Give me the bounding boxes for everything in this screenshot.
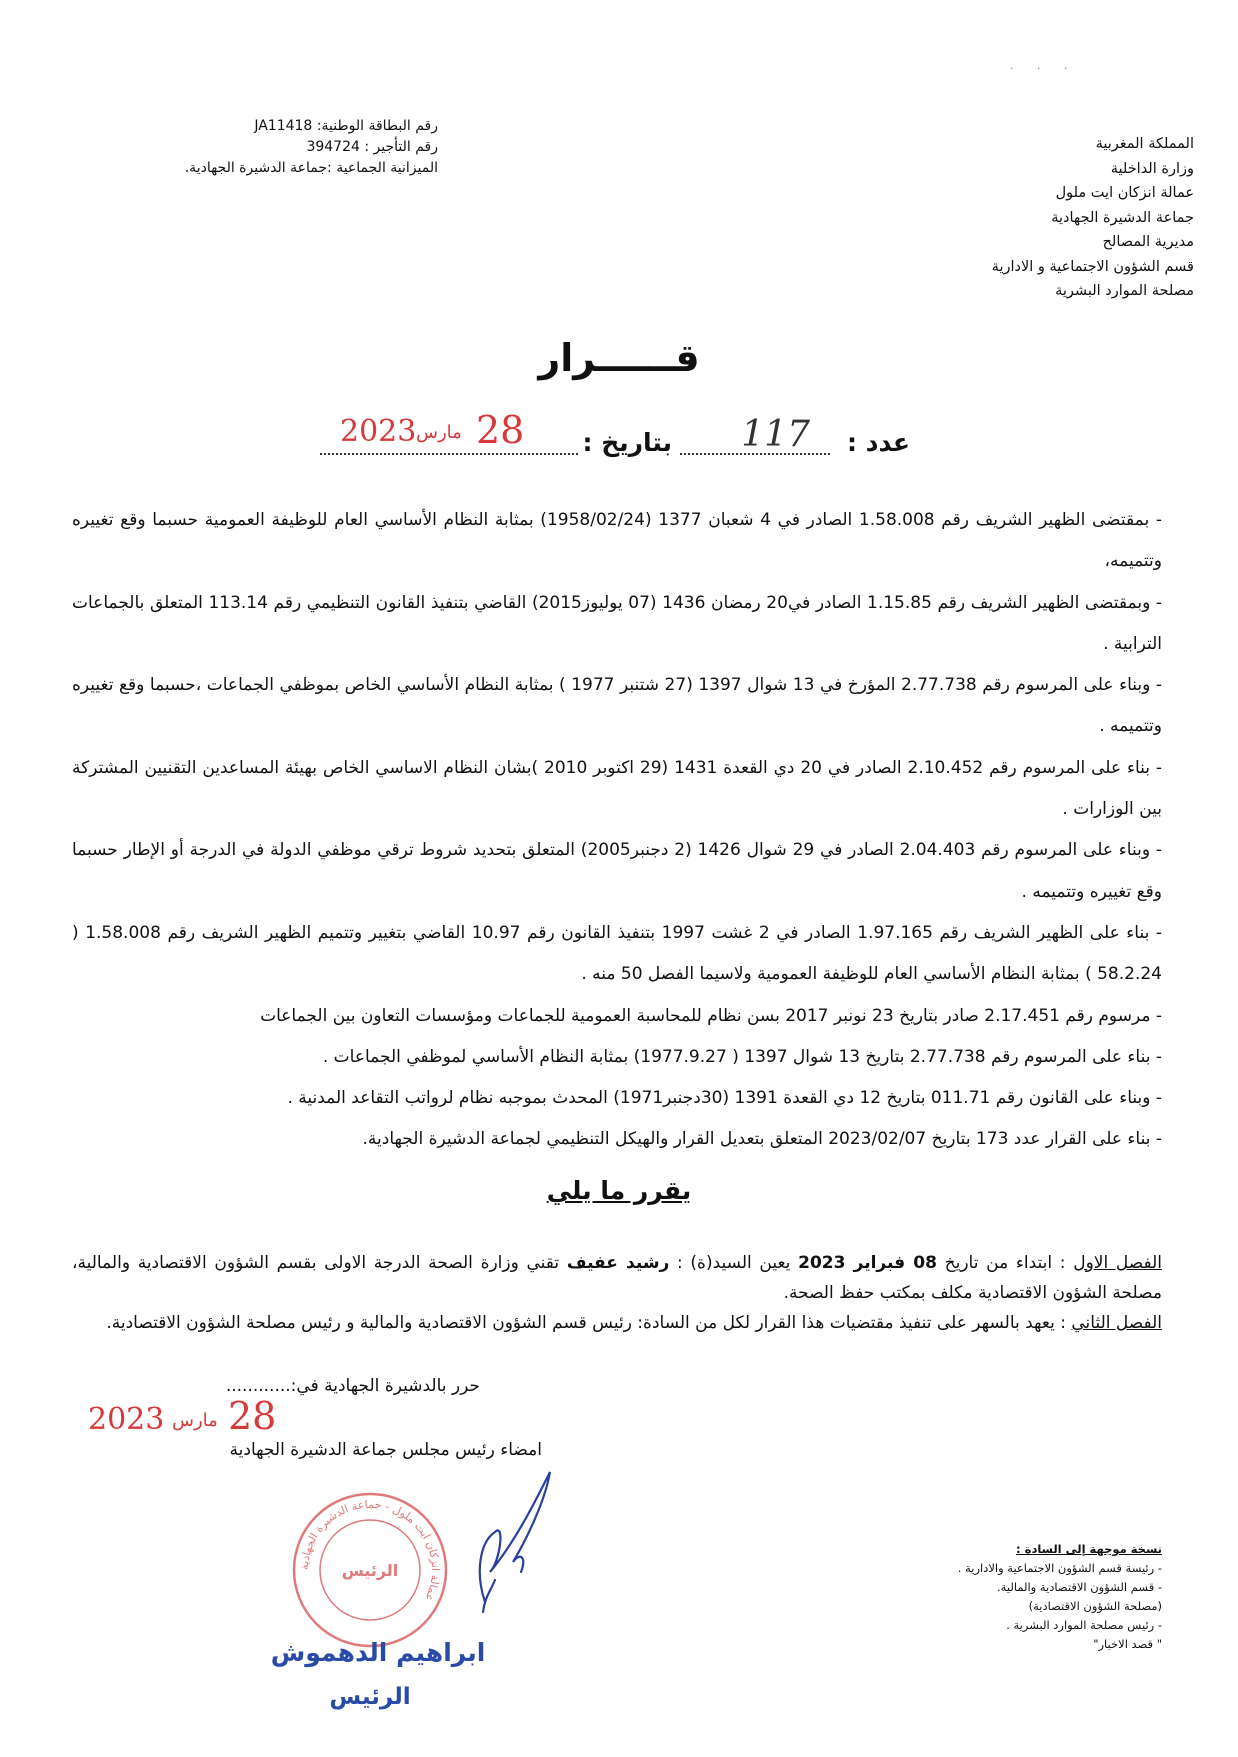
article-1-text-a: : ابتداء من تاريخ	[936, 1253, 1074, 1273]
national-id-line: رقم البطاقة الوطنية: JA11418	[254, 118, 438, 134]
article-1-text-b: يعين السيد(ة) :	[669, 1253, 799, 1273]
article-1-text-c: تقني وزارة الصحة الدرجة الاولى بقسم الشؤون الاقتصادية والمالية، مصلحة الشؤون الاقتصادية مكلف بمكتب حفظ الصحة.	[72, 1253, 1162, 1303]
copy-recipient: - رئيسة قسم الشؤون الاجتماعية والادارية .	[957, 1561, 1162, 1575]
header-line: مصلحة الموارد البشرية	[1055, 283, 1194, 299]
date-day: 28	[476, 408, 525, 452]
articles-block	[72, 1248, 1162, 1338]
issuing-authority-block	[934, 132, 1194, 304]
signing-month: مارس	[172, 1410, 218, 1431]
place-of-issue: حرر بالدشيرة الجهادية في:............	[225, 1376, 480, 1396]
legal-basis-item: - مرسوم رقم 2.17.451 صادر بتاريخ 23 نونبر 2017 بسن نظام للمحاسبة العمومية للجماعات ومؤسسات التعاون بين الجماعات	[260, 1005, 1162, 1026]
header-line: المملكة المغربية	[1095, 136, 1194, 152]
header-line: قسم الشؤون الاجتماعية و الادارية	[991, 258, 1194, 275]
article-2	[72, 1308, 1162, 1338]
copy-purpose: " قصد الاخبار"	[1093, 1637, 1162, 1651]
signer-name: ابراهيم الدهموش	[270, 1638, 486, 1667]
article-1-name: رشيد عفيف	[566, 1253, 670, 1273]
decision-number-row	[320, 408, 910, 470]
legal-basis-item: - بناء على المرسوم رقم 2.10.452 الصادر في 20 دي القعدة 1431 (29 اكتوبر 2010 )بشان النظام الاساسي الخاص بهيئة المساعدين التقنيين المشتركة بين الوزارات .	[72, 757, 1162, 820]
date-label: بتاريخ :	[582, 428, 672, 457]
copy-recipient: (مصلحة الشؤون الاقتصادية)	[1028, 1599, 1162, 1613]
legal-basis-item: - بناء على القرار عدد 173 بتاريخ 2023/02/07 المتعلق بتعديل القرار والهيكل التنظيمي لجماعة الدشيرة الجهادية.	[362, 1129, 1162, 1150]
copy-recipient: - رئيس مصلحة الموارد البشرية .	[1006, 1618, 1162, 1632]
legal-basis-list	[72, 500, 1162, 1161]
employee-info-block	[138, 116, 438, 179]
header-line: عمالة انزكان ايت ملول	[1055, 185, 1194, 201]
signer-title: الرئيس	[329, 1684, 411, 1710]
stamp-ring-text: عمالة انزكان ايت ملول - جماعة الدشيرة الجهادية	[297, 1497, 443, 1604]
stamp-center-text: الرئيس	[341, 1561, 399, 1580]
date-dotted-line	[320, 453, 578, 455]
legal-basis-item: - بناء على المرسوم رقم 2.77.738 بتاريخ 13 شوال 1397 ( 1977.9.27) بمثابة النظام الأساسي لموظفي الجماعات .	[322, 1046, 1162, 1067]
header-line: جماعة الدشيرة الجهادية	[1051, 209, 1194, 226]
header-line: مديرية المصالح	[1102, 234, 1194, 250]
signing-year: 2023	[88, 1402, 165, 1437]
legal-basis-item: - وبناء على المرسوم رقم 2.77.738 المؤرخ في 13 شوال 1397 (27 شتنبر 1977 ) بمثابة النظام الأساسي الخاص بموظفي الجماعات ،حسبما وقع تغييره وتتميمه .	[72, 675, 1162, 737]
legal-basis-item: - بناء على الظهير الشريف رقم 1.97.165 الصادر في 2 غشت 1997 بتنفيذ القانون رقم 10.97 القاضي بتغيير وتتميم الظهير الشريف رقم 1.58.008 ( 58.2.24 ) بمثابة النظام الأساسي العام للوظيفة العمومية ولاسيما الفصل 50 منه .	[72, 922, 1163, 985]
signing-day: 28	[228, 1394, 277, 1438]
legal-basis-item: - وبناء على المرسوم رقم 2.04.403 الصادر في 29 شوال 1426 (2 دجنبر2005) المتعلق بتحديد شروط ترقي موظفي الدولة في الدرجة أو الإطار حسبما وقع تغييره وتتميمه .	[72, 840, 1162, 902]
date-year: 2023	[340, 414, 417, 449]
article-2-title: الفصل الثاني	[1071, 1313, 1162, 1333]
article-1-title: الفصل الاول	[1073, 1253, 1163, 1273]
article-2-text: : يعهد بالسهر على تنفيذ مقتضيات هذا القرار لكل من السادة: رئيس قسم الشؤون الاقتصادية والمالية و رئيس مصلحة الشؤون الاقتصادية.	[106, 1313, 1072, 1333]
decides-heading: يقرر ما يلي	[546, 1176, 692, 1205]
handwritten-signature	[455, 1462, 565, 1622]
legal-basis-item: - وبمقتضى الظهير الشريف رقم 1.15.85 الصادر في20 رمضان 1436 (07 يوليوز2015) القاضي بتنفيذ القانون التنظيمي رقم 113.14 المتعلق بالجماعات الترابية .	[72, 592, 1163, 654]
payroll-number-line: رقم التأجير : 394724	[306, 139, 438, 155]
copy-recipient: - قسم الشؤون الاقتصادية والمالية.	[997, 1580, 1162, 1594]
date-month: مارس	[416, 422, 462, 443]
signature-caption: امضاء رئيس مجلس جماعة الدشيرة الجهادية	[229, 1440, 542, 1460]
number-label: عدد :	[846, 428, 910, 457]
copies-heading: نسخة موجهة إلى السادة :	[1016, 1542, 1162, 1556]
decision-number: 117	[741, 414, 810, 455]
legal-basis-item: - بمقتضى الظهير الشريف رقم 1.58.008 الصادر في 4 شعبان 1377 (1958/02/24) بمثابة النظام الأساسي العام للوظيفة العمومية حسبما وقع تغييره وتتميمه،	[72, 510, 1162, 572]
budget-line: الميزانية الجماعية :جماعة الدشيرة الجهادية.	[184, 160, 438, 176]
legal-basis-item: - وبناء على القانون رقم 011.71 بتاريخ 12 دي القعدة 1391 (30دجنبر1971) المحدث بموجبه نظام لرواتب التقاعد المدنية .	[287, 1088, 1162, 1109]
page-title: قــــــرار	[538, 336, 700, 380]
scan-specks: · · ·	[1010, 62, 1078, 75]
article-1	[72, 1248, 1162, 1308]
official-stamp	[290, 1490, 450, 1650]
copies-distribution	[862, 1540, 1162, 1654]
article-1-date: 08 فبراير 2023	[798, 1253, 937, 1273]
header-line: وزارة الداخلية	[1110, 160, 1194, 177]
